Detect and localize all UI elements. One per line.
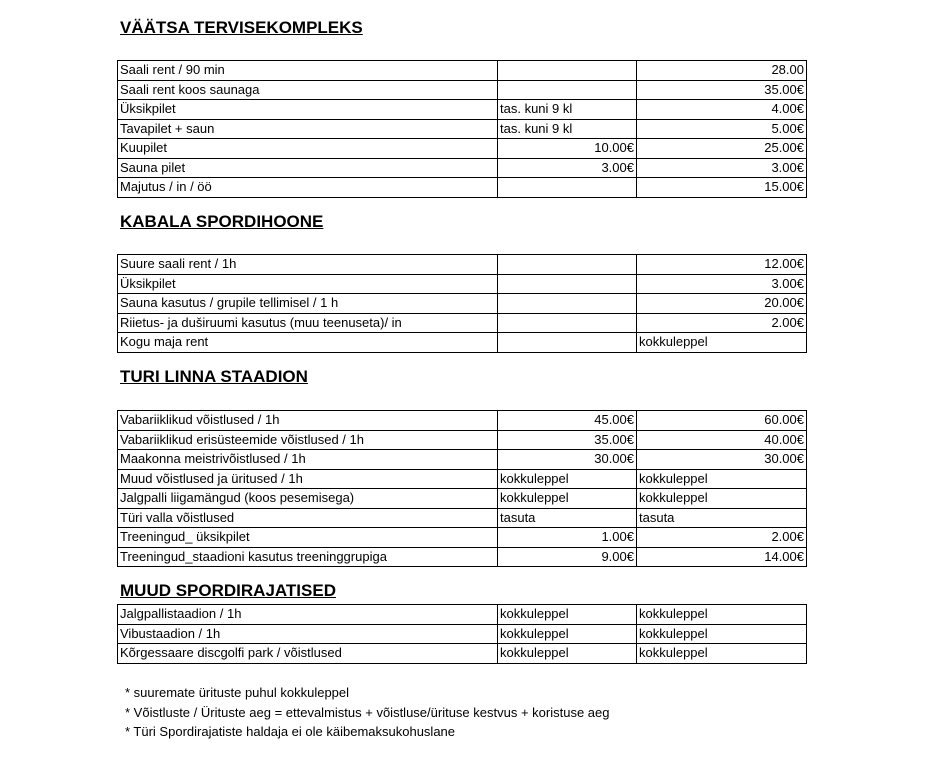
price-cell-b: kokkuleppel bbox=[637, 605, 807, 625]
table-row bbox=[118, 119, 807, 139]
service-name-cell: Kuupilet bbox=[118, 139, 498, 159]
price-table-vaatsa bbox=[117, 60, 807, 198]
price-cell-a: 9.00€ bbox=[498, 547, 637, 567]
price-cell-a bbox=[498, 294, 637, 314]
price-cell-a: 10.00€ bbox=[498, 139, 637, 159]
price-cell-b: 30.00€ bbox=[637, 450, 807, 470]
service-name-cell: Vabariiklikud võistlused / 1h bbox=[118, 411, 498, 431]
section-title-turi-staadion: TURI LINNA STAADION bbox=[120, 367, 308, 386]
footnote: * suuremate ürituste puhul kokkuleppel bbox=[125, 685, 350, 700]
price-cell-a: 35.00€ bbox=[498, 430, 637, 450]
price-cell-a bbox=[498, 255, 637, 275]
price-cell-a: 30.00€ bbox=[498, 450, 637, 470]
service-name-cell: Vabariiklikud erisüsteemide võistlused / 1h bbox=[118, 430, 498, 450]
table-row bbox=[118, 624, 807, 644]
table-row bbox=[118, 605, 807, 625]
footnote: * Türi Spordirajatiste haldaja ei ole käibemaksukohuslane bbox=[125, 724, 456, 739]
price-table-turi-staadion bbox=[117, 410, 807, 567]
service-name-cell: Kogu maja rent bbox=[118, 333, 498, 353]
price-cell-b: 28.00 bbox=[637, 61, 807, 81]
price-cell-b: 2.00€ bbox=[637, 528, 807, 548]
price-cell-b: 35.00€ bbox=[637, 80, 807, 100]
price-cell-a: tas. kuni 9 kl bbox=[498, 119, 637, 139]
price-cell-b: 25.00€ bbox=[637, 139, 807, 159]
section-title-muud: MUUD SPORDIRAJATISED bbox=[120, 581, 336, 600]
service-name-cell: Majutus / in / öö bbox=[118, 178, 498, 198]
service-name-cell: Riietus- ja duširuumi kasutus (muu teenuseta)/ in bbox=[118, 313, 498, 333]
price-cell-b: 3.00€ bbox=[637, 158, 807, 178]
price-cell-b: 15.00€ bbox=[637, 178, 807, 198]
table-row bbox=[118, 430, 807, 450]
table-row bbox=[118, 333, 807, 353]
section-title-kabala: KABALA SPORDIHOONE bbox=[120, 212, 324, 231]
price-cell-b: 4.00€ bbox=[637, 100, 807, 120]
price-table-kabala bbox=[117, 254, 807, 353]
price-cell-a: kokkuleppel bbox=[498, 624, 637, 644]
price-cell-a: tasuta bbox=[498, 508, 637, 528]
service-name-cell: Muud võistlused ja üritused / 1h bbox=[118, 469, 498, 489]
price-cell-a bbox=[498, 178, 637, 198]
price-cell-a bbox=[498, 313, 637, 333]
service-name-cell: Vibustaadion / 1h bbox=[118, 624, 498, 644]
footnotes bbox=[125, 683, 609, 742]
price-cell-a: 45.00€ bbox=[498, 411, 637, 431]
table-row bbox=[118, 100, 807, 120]
price-cell-b: 2.00€ bbox=[637, 313, 807, 333]
price-cell-b: kokkuleppel bbox=[637, 333, 807, 353]
table-row bbox=[118, 450, 807, 470]
price-cell-b: kokkuleppel bbox=[637, 624, 807, 644]
price-cell-a: 1.00€ bbox=[498, 528, 637, 548]
price-cell-a: tas. kuni 9 kl bbox=[498, 100, 637, 120]
service-name-cell: Sauna pilet bbox=[118, 158, 498, 178]
table-row bbox=[118, 158, 807, 178]
price-cell-b: 3.00€ bbox=[637, 274, 807, 294]
price-cell-a: 3.00€ bbox=[498, 158, 637, 178]
price-cell-a: kokkuleppel bbox=[498, 644, 637, 664]
price-cell-b: 14.00€ bbox=[637, 547, 807, 567]
price-cell-b: 40.00€ bbox=[637, 430, 807, 450]
service-name-cell: Saali rent / 90 min bbox=[118, 61, 498, 81]
service-name-cell: Maakonna meistrivõistlused / 1h bbox=[118, 450, 498, 470]
price-cell-b: 60.00€ bbox=[637, 411, 807, 431]
price-cell-a: kokkuleppel bbox=[498, 469, 637, 489]
table-row bbox=[118, 508, 807, 528]
service-name-cell: Jalgpallistaadion / 1h bbox=[118, 605, 498, 625]
service-name-cell: Jalgpalli liigamängud (koos pesemisega) bbox=[118, 489, 498, 509]
price-cell-a bbox=[498, 80, 637, 100]
price-table-muud bbox=[117, 604, 807, 664]
service-name-cell: Kõrgessaare discgolfi park / võistlused bbox=[118, 644, 498, 664]
service-name-cell: Türi valla võistlused bbox=[118, 508, 498, 528]
price-cell-a: kokkuleppel bbox=[498, 605, 637, 625]
table-row bbox=[118, 274, 807, 294]
table-row bbox=[118, 255, 807, 275]
price-cell-a: kokkuleppel bbox=[498, 489, 637, 509]
price-cell-b: kokkuleppel bbox=[637, 489, 807, 509]
price-cell-a bbox=[498, 274, 637, 294]
service-name-cell: Sauna kasutus / grupile tellimisel / 1 h bbox=[118, 294, 498, 314]
service-name-cell: Treeningud_staadioni kasutus treeninggrupiga bbox=[118, 547, 498, 567]
service-name-cell: Suure saali rent / 1h bbox=[118, 255, 498, 275]
table-row bbox=[118, 294, 807, 314]
table-row bbox=[118, 489, 807, 509]
footnote: * Võistluste / Ürituste aeg = ettevalmistus + võistluse/ürituse kestvus + koristuse aeg bbox=[125, 704, 610, 720]
price-cell-b: 5.00€ bbox=[637, 119, 807, 139]
table-row bbox=[118, 139, 807, 159]
table-row bbox=[118, 61, 807, 81]
service-name-cell: Saali rent koos saunaga bbox=[118, 80, 498, 100]
price-cell-b: kokkuleppel bbox=[637, 644, 807, 664]
table-row bbox=[118, 80, 807, 100]
price-cell-a bbox=[498, 61, 637, 81]
service-name-cell: Tavapilet + saun bbox=[118, 119, 498, 139]
table-row bbox=[118, 547, 807, 567]
table-row bbox=[118, 178, 807, 198]
price-cell-a bbox=[498, 333, 637, 353]
table-row bbox=[118, 469, 807, 489]
table-row bbox=[118, 644, 807, 664]
section-title-vaatsa: VÄÄTSA TERVISEKOMPLEKS bbox=[120, 18, 363, 37]
price-cell-b: tasuta bbox=[637, 508, 807, 528]
table-row bbox=[118, 411, 807, 431]
price-cell-b: 20.00€ bbox=[637, 294, 807, 314]
service-name-cell: Üksikpilet bbox=[118, 274, 498, 294]
service-name-cell: Treeningud_ üksikpilet bbox=[118, 528, 498, 548]
price-cell-b: 12.00€ bbox=[637, 255, 807, 275]
price-cell-b: kokkuleppel bbox=[637, 469, 807, 489]
table-row bbox=[118, 313, 807, 333]
table-row bbox=[118, 528, 807, 548]
service-name-cell: Üksikpilet bbox=[118, 100, 498, 120]
